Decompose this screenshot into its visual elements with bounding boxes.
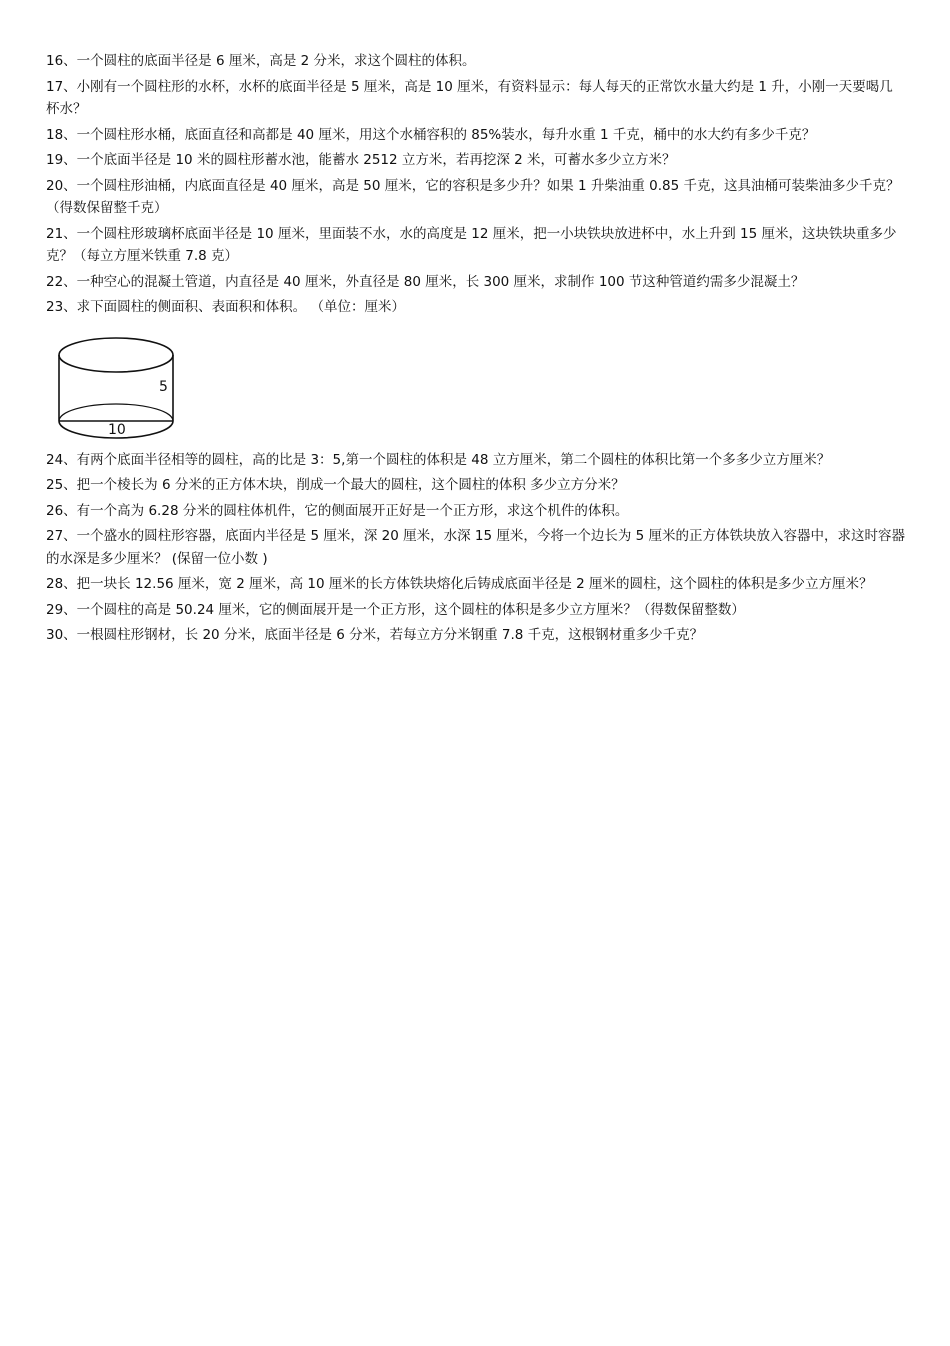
problem-16: 16、一个圆柱的底面半径是 6 厘米，高是 2 分米，求这个圆柱的体积。 bbox=[46, 53, 476, 69]
problem-20: 20、一个圆柱形油桶，内底面直径是 40 厘米，高是 50 厘米，它的容积是多少升？如果 1 升柴油重 0.85 千克，这具油桶可装柴油多少千克？（得数保留整千克） bbox=[46, 177, 900, 216]
cylinder-bottom-back-arc bbox=[59, 404, 173, 421]
problem-30: 30、一根圆柱形钢材，长 20 分米，底面半径是 6 分米，若每立方分米钢重 7.8 千克，这根钢材重多少千克？ bbox=[46, 627, 704, 643]
problem-list bbox=[46, 50, 906, 650]
problem-18: 18、一个圆柱形水桶，底面直径和高都是 40 厘米，用这个水桶容积的 85%装水，每升水重 1 千克，桶中的水大约有多少千克？ bbox=[46, 126, 816, 143]
problem-21: 21、一个圆柱形玻璃杯底面半径是 10 厘米，里面装不水，水的高度是 12 厘米，把一小块铁块放进杯中，水上升到 15 厘米，这块铁块重多少克？（每立方厘米铁重 7.8 克） bbox=[46, 225, 897, 264]
problem-25: 25、把一个棱长为 6 分米的正方体木块，削成一个最大的圆柱，这个圆柱的体积 多少立方分米？ bbox=[46, 477, 625, 493]
problem-27: 27、一个盛水的圆柱形容器，底面内半径是 5 厘米，深 20 厘米，水深 15 厘米，今将一个边长为 5 厘米的正方体铁块放入容器中，求这时容器的水深是多少厘米？ (保留一位小数 ) bbox=[46, 528, 906, 567]
problem-26: 26、有一个高为 6.28 分米的圆柱体机件，它的侧面展开正好是一个正方形，求这个机件的体积。 bbox=[46, 502, 629, 519]
problem-29: 29、一个圆柱的高是 50.24 厘米，它的侧面展开是一个正方形，这个圆柱的体积是多少立方厘米？（得数保留整数） bbox=[46, 601, 745, 618]
cylinder-diagram bbox=[56, 333, 196, 441]
problem-28: 28、把一块长 12.56 厘米，宽 2 厘米，高 10 厘米的长方体铁块熔化后铸成底面半径是 2 厘米的圆柱，这个圆柱的体积是多少立方厘米？ bbox=[46, 576, 873, 592]
height-label: 5 bbox=[159, 378, 168, 395]
problem-19: 19、一个底面半径是 10 米的圆柱形蓄水池，能蓄水 2512 立方米，若再挖深 2 米，可蓄水多少立方米？ bbox=[46, 152, 676, 168]
problem-17: 17、小刚有一个圆柱形的水杯，水杯的底面半径是 5 厘米，高是 10 厘米，有资料显示：每人每天的正常饮水量大约是 1 升，小刚一天要喝几杯水？ bbox=[46, 78, 893, 117]
diameter-label: 10 bbox=[108, 421, 126, 438]
problem-22: 22、一种空心的混凝土管道，内直径是 40 厘米，外直径是 80 厘米，长 300 厘米，求制作 100 节这种管道约需多少混凝土？ bbox=[46, 273, 805, 290]
cylinder-figure bbox=[56, 333, 196, 441]
problem-24: 24、有两个底面半径相等的圆柱，高的比是 3：5,第一个圆柱的体积是 48 立方厘米，第二个圆柱的体积比第一个多多少立方厘米？ bbox=[46, 451, 831, 468]
cylinder-top-ellipse bbox=[59, 338, 173, 372]
problem-23: 23、求下面圆柱的侧面积、表面积和体积。 （单位：厘米） bbox=[46, 299, 405, 315]
